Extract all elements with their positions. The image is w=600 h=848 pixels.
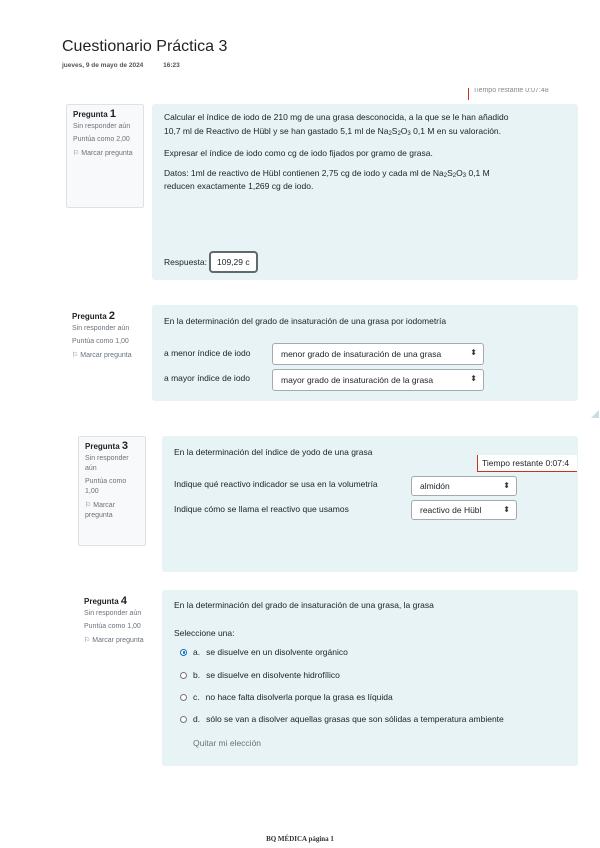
option-d[interactable] bbox=[180, 714, 504, 724]
match-select-1[interactable]: menor grado de insaturación de una grasa ⬍ bbox=[272, 343, 484, 365]
question-status: Sin responder aún bbox=[73, 123, 131, 130]
question-info-1 bbox=[66, 104, 144, 208]
updown-arrow-icon: ⬍ bbox=[470, 374, 477, 383]
option-letter: c. bbox=[193, 692, 200, 702]
flag-icon: ⚐ bbox=[85, 502, 92, 509]
flag-icon: ⚐ bbox=[84, 637, 91, 644]
question-box-1 bbox=[152, 104, 578, 280]
answer-label: Respuesta: bbox=[164, 257, 207, 267]
question-info-2 bbox=[66, 307, 144, 411]
flag-question-button[interactable]: ⚐ Marcar pregunta bbox=[85, 502, 116, 519]
answer-input[interactable]: 109,29 c bbox=[209, 251, 258, 273]
radio-button[interactable] bbox=[180, 694, 187, 701]
question-text-2: Expresar el índice de iodo como cg de iodo fijados por gramo de grasa. bbox=[164, 148, 433, 158]
match-select-3[interactable]: almidón ⬍ bbox=[411, 476, 517, 496]
match-label-1: a menor índice de iodo bbox=[164, 348, 251, 358]
question-points: Puntúa como 2,00 bbox=[73, 136, 130, 143]
match-label-2: a mayor índice de iodo bbox=[164, 373, 250, 383]
page-title: Cuestionario Práctica 3 bbox=[62, 38, 228, 55]
corner-mark bbox=[591, 410, 599, 418]
question-status: Sin responder aún bbox=[72, 325, 130, 332]
question-text-3a: Datos: 1ml de reactivo de Hübl contienen 2,75 cg de iodo y cada ml de Na2S2O3 0,1 M bbox=[164, 168, 490, 179]
option-text: sólo se van a disolver aquellas grasas que son sólidas a temperatura ambiente bbox=[206, 714, 504, 724]
question-number: Pregunta 3 bbox=[85, 440, 129, 452]
question-points: Puntúa como 1,00 bbox=[84, 623, 141, 630]
select-prompt: Seleccione una: bbox=[174, 628, 235, 638]
option-c[interactable] bbox=[180, 692, 393, 702]
time: 16:23 bbox=[163, 62, 180, 69]
flag-question-button[interactable]: ⚐ Marcar pregunta bbox=[84, 637, 144, 644]
updown-arrow-icon: ⬍ bbox=[470, 348, 477, 357]
match-select-4[interactable]: reactivo de Hübl ⬍ bbox=[411, 500, 517, 520]
page-footer: BQ MÉDICA página 1 bbox=[266, 835, 334, 843]
question-text-1b: 10,7 ml de Reactivo de Hübl y se han gastado 5,1 ml de Na2S2O3 0,1 M en su valoración. bbox=[164, 126, 502, 137]
match-label-1: Indique qué reactivo indicador se usa en la volumetría bbox=[174, 479, 378, 489]
radio-button[interactable] bbox=[180, 716, 187, 723]
option-letter: d. bbox=[193, 714, 201, 724]
option-a[interactable] bbox=[180, 647, 348, 657]
question-text: En la determinación del grado de insaturación de una grasa, la grasa bbox=[174, 600, 434, 610]
option-text: se disuelve en un disolvente orgánico bbox=[206, 647, 348, 657]
option-b[interactable] bbox=[180, 670, 340, 680]
clear-choice-link[interactable]: Quitar mi elección bbox=[193, 738, 262, 748]
option-letter: b. bbox=[193, 670, 201, 680]
timer-top: Tiempo restante 0:07:48 bbox=[468, 88, 583, 100]
option-text: se disuelve en disolvente hidrofílico bbox=[206, 670, 340, 680]
flag-question-button[interactable]: ⚐ Marcar pregunta bbox=[72, 352, 132, 359]
answer-row bbox=[164, 251, 258, 273]
question-number: Pregunta 1 bbox=[73, 108, 117, 120]
radio-button[interactable] bbox=[180, 672, 187, 679]
question-status: Sin responder aún bbox=[84, 610, 142, 617]
match-label-2: Indique cómo se llama el reactivo que usamos bbox=[174, 504, 349, 514]
question-text-3c: reducen exactamente 1,269 cg de iodo. bbox=[164, 181, 314, 191]
question-points: Puntúa como 1,00 bbox=[85, 478, 127, 495]
question-status: Sin responder aún bbox=[85, 455, 129, 472]
question-points: Puntúa como 1,00 bbox=[72, 338, 129, 345]
flag-question-button[interactable]: ⚐ Marcar pregunta bbox=[73, 150, 133, 157]
match-select-2[interactable]: mayor grado de insaturación de la grasa ⬍ bbox=[272, 369, 484, 391]
question-text: En la determinación del índice de yodo de una grasa bbox=[174, 447, 373, 457]
flag-icon: ⚐ bbox=[72, 352, 79, 359]
question-text: En la determinación del grado de insaturación de una grasa por iodometría bbox=[164, 316, 447, 326]
updown-arrow-icon: ⬍ bbox=[503, 505, 510, 514]
question-info-3 bbox=[78, 436, 146, 546]
date: jueves, 9 de mayo de 2024 bbox=[62, 62, 144, 69]
date-line bbox=[62, 62, 180, 69]
timer-mid: Tiempo restante 0:07:4 bbox=[477, 455, 577, 472]
flag-icon: ⚐ bbox=[73, 150, 80, 157]
radio-button[interactable] bbox=[180, 649, 187, 656]
question-number: Pregunta 2 bbox=[72, 310, 116, 322]
question-number: Pregunta 4 bbox=[84, 595, 128, 607]
question-info-4 bbox=[78, 592, 156, 696]
updown-arrow-icon: ⬍ bbox=[503, 481, 510, 490]
option-text: no hace falta disolverla porque la grasa es líquida bbox=[205, 692, 393, 702]
question-text-1a: Calcular el índice de iodo de 210 mg de una grasa desconocida, a la que se le han añadido bbox=[164, 112, 509, 122]
option-letter: a. bbox=[193, 647, 201, 657]
